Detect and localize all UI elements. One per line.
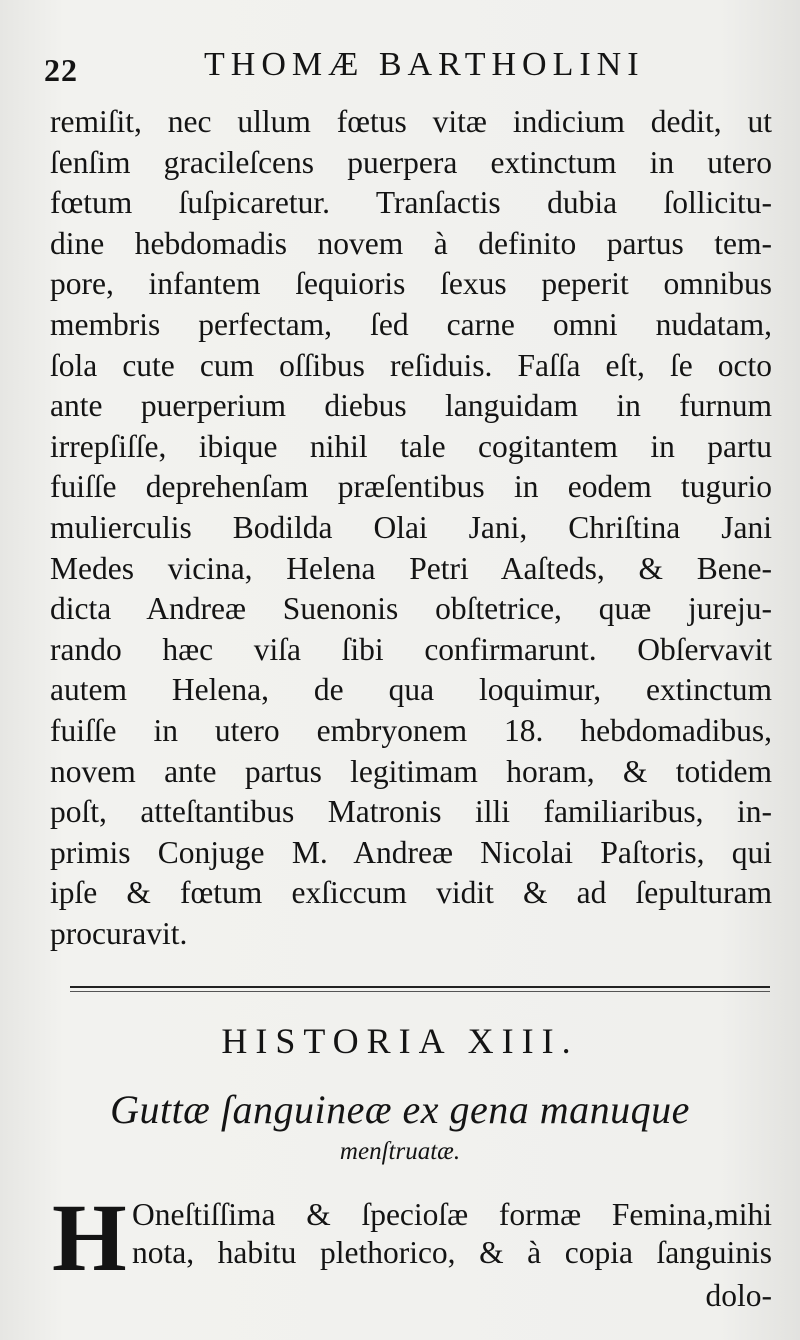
text-line: Medes vicina, Helena Petri Aaſteds, & Bene- — [50, 550, 772, 586]
text-line: membris perfectam, ſed carne omni nudatam, — [50, 306, 772, 342]
section-divider — [70, 986, 770, 988]
text-line: rando hæc viſa ſibi confirmarunt. Obſervavit — [50, 631, 772, 667]
text-line: Oneſtiſſima & ſpecioſæ formæ Femina,mihi — [132, 1197, 772, 1232]
page-number: 22 — [44, 52, 78, 88]
catchword: dolo- — [705, 1278, 772, 1313]
paragraph-start — [132, 1196, 772, 1272]
text-line: ſola cute cum oſſibus reſiduis. Faſſa eſt, ſe octo — [50, 347, 772, 383]
text-line: fuiſſe in utero embryonem 18. hebdomadibus, — [50, 712, 772, 748]
text-line: nota, habitu plethorico, & à copia ſanguinis — [132, 1235, 772, 1270]
text-line: fœtum ſuſpicaretur. Tranſactis dubia ſollicitu- — [50, 185, 772, 221]
drop-cap: H — [52, 1184, 127, 1291]
text-line: ſenſim gracileſcens puerpera extinctum in utero — [50, 144, 772, 180]
section-subtitle-continued: menſtruatæ. — [339, 1138, 461, 1165]
running-title: THOMÆ BARTHOLINI — [204, 46, 645, 83]
text-line: remiſit, nec ullum fœtus vitæ indicium dedit, ut — [50, 104, 772, 139]
section-heading: HISTORIA XIII. — [221, 1021, 579, 1061]
running-head — [44, 46, 764, 96]
text-line: autem Helena, de qua loquimur, extinctum — [50, 672, 772, 708]
text-line: poſt, atteſtantibus Matronis illi familiaribus, in- — [50, 794, 772, 830]
text-line: ipſe & fœtum exſiccum vidit & ad ſepulturam — [50, 875, 772, 911]
text-line-last: procuravit. — [50, 915, 188, 951]
body-text — [50, 102, 772, 954]
text-line: fuiſſe deprehenſam præſentibus in eodem tugurio — [50, 469, 772, 505]
text-line: novem ante partus legitimam horam, & totidem — [50, 753, 772, 789]
text-line: mulierculis Bodilda Olai Jani, Chriſtina Jani — [50, 509, 772, 545]
text-line: pore, infantem ſequioris ſexus peperit omnibus — [50, 266, 772, 302]
text-line: primis Conjuge M. Andreæ Nicolai Paſtoris, qui — [50, 834, 772, 870]
text-line: dicta Andreæ Suenonis obſtetrice, quæ jureju- — [50, 591, 772, 627]
section-subtitle: Guttæ ſanguineæ ex gena manuque — [110, 1087, 690, 1132]
text-line: dine hebdomadis novem à definito partus tem- — [50, 225, 772, 261]
text-line: irrepſiſſe, ibique nihil tale cogitantem in partu — [50, 428, 772, 464]
text-line: ante puerperium diebus languidam in furnum — [50, 388, 772, 424]
